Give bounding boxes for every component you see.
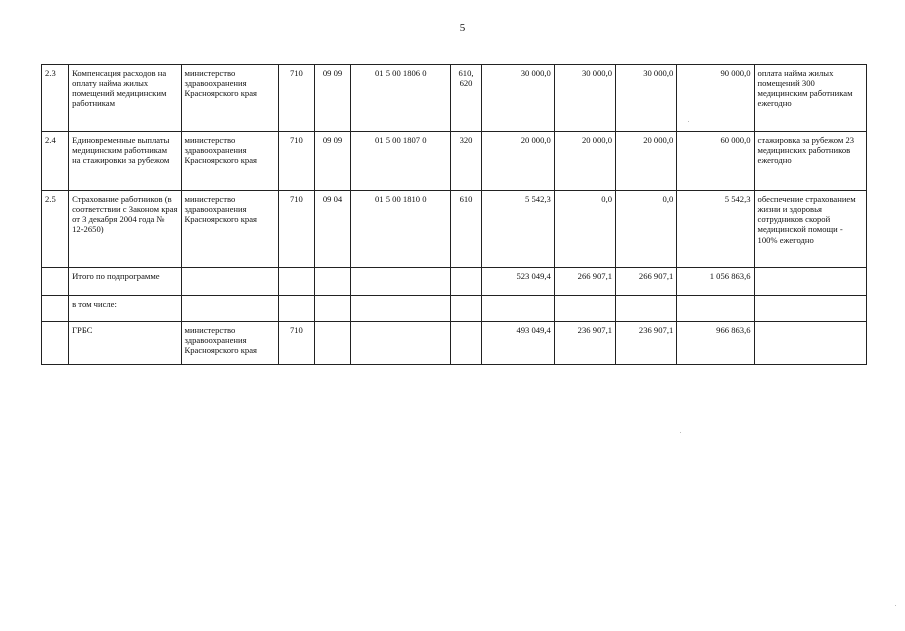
vr-code: 610 — [451, 191, 481, 268]
year1-value: 30 000,0 — [481, 65, 554, 132]
rzpr-code: 09 09 — [314, 132, 350, 191]
year1-value: 20 000,0 — [481, 132, 554, 191]
scan-speck — [680, 432, 681, 433]
table-row — [42, 65, 867, 132]
csr-code: 01 5 00 1807 0 — [351, 132, 451, 191]
subtotal-year2: 266 907,1 — [554, 268, 615, 296]
page-number: 5 — [459, 22, 466, 34]
expected-result: оплата найма жилых помещений 300 медицинским работникам ежегодно — [754, 65, 866, 132]
measure-name: Единовременные выплаты медицинским работникам на стажировки за рубежом — [69, 132, 181, 191]
table-row — [42, 191, 867, 268]
grbs-code: 710 — [278, 191, 314, 268]
expected-result: стажировка за рубежом 23 медицинских работников ежегодно — [754, 132, 866, 191]
grbs-administrator: министерство здравоохранения Красноярского края — [181, 322, 278, 365]
table-row — [42, 132, 867, 191]
vr-code: 610, 620 — [451, 65, 481, 132]
year3-value: 0,0 — [616, 191, 677, 268]
measure-name: Компенсация расходов на оплату найма жилых помещений медицинским работникам — [69, 65, 181, 132]
total-value: 90 000,0 — [677, 65, 754, 132]
grbs-row — [42, 322, 867, 365]
row-number: 2.3 — [42, 65, 69, 132]
administrator: министерство здравоохранения Красноярского края — [181, 191, 278, 268]
grbs-year3: 236 907,1 — [616, 322, 677, 365]
grbs-label: ГРБС — [69, 322, 181, 365]
year3-value: 20 000,0 — [616, 132, 677, 191]
row-number: 2.4 — [42, 132, 69, 191]
rzpr-code: 09 04 — [314, 191, 350, 268]
year1-value: 5 542,3 — [481, 191, 554, 268]
subtotal-total: 1 056 863,6 — [677, 268, 754, 296]
scan-speck — [688, 121, 689, 122]
subtotal-year3: 266 907,1 — [616, 268, 677, 296]
grbs-code: 710 — [278, 132, 314, 191]
year3-value: 30 000,0 — [616, 65, 677, 132]
rzpr-code: 09 09 — [314, 65, 350, 132]
subtotal-year1: 523 049,4 — [481, 268, 554, 296]
total-value: 5 542,3 — [677, 191, 754, 268]
budget-table — [41, 64, 867, 365]
administrator: министерство здравоохранения Красноярского края — [181, 132, 278, 191]
including-row — [42, 296, 867, 322]
row-number: 2.5 — [42, 191, 69, 268]
grbs-year2: 236 907,1 — [554, 322, 615, 365]
year2-value: 0,0 — [554, 191, 615, 268]
grbs-total: 966 863,6 — [677, 322, 754, 365]
grbs-row-code: 710 — [278, 322, 314, 365]
expected-result: обеспечение страхованием жизни и здоровья сотрудников скорой медицинской помощи - 100% ежегодно — [754, 191, 866, 268]
grbs-year1: 493 049,4 — [481, 322, 554, 365]
including-label: в том числе: — [69, 296, 181, 322]
scan-speck — [895, 605, 896, 606]
administrator: министерство здравоохранения Красноярского края — [181, 65, 278, 132]
subtotal-label: Итого по подпрограмме — [69, 268, 181, 296]
total-value: 60 000,0 — [677, 132, 754, 191]
csr-code: 01 5 00 1810 0 — [351, 191, 451, 268]
subtotal-row — [42, 268, 867, 296]
csr-code: 01 5 00 1806 0 — [351, 65, 451, 132]
vr-code: 320 — [451, 132, 481, 191]
grbs-code: 710 — [278, 65, 314, 132]
measure-name: Страхование работников (в соответствии с Законом края от 3 декабря 2004 года № 12-2650) — [69, 191, 181, 268]
year2-value: 20 000,0 — [554, 132, 615, 191]
year2-value: 30 000,0 — [554, 65, 615, 132]
